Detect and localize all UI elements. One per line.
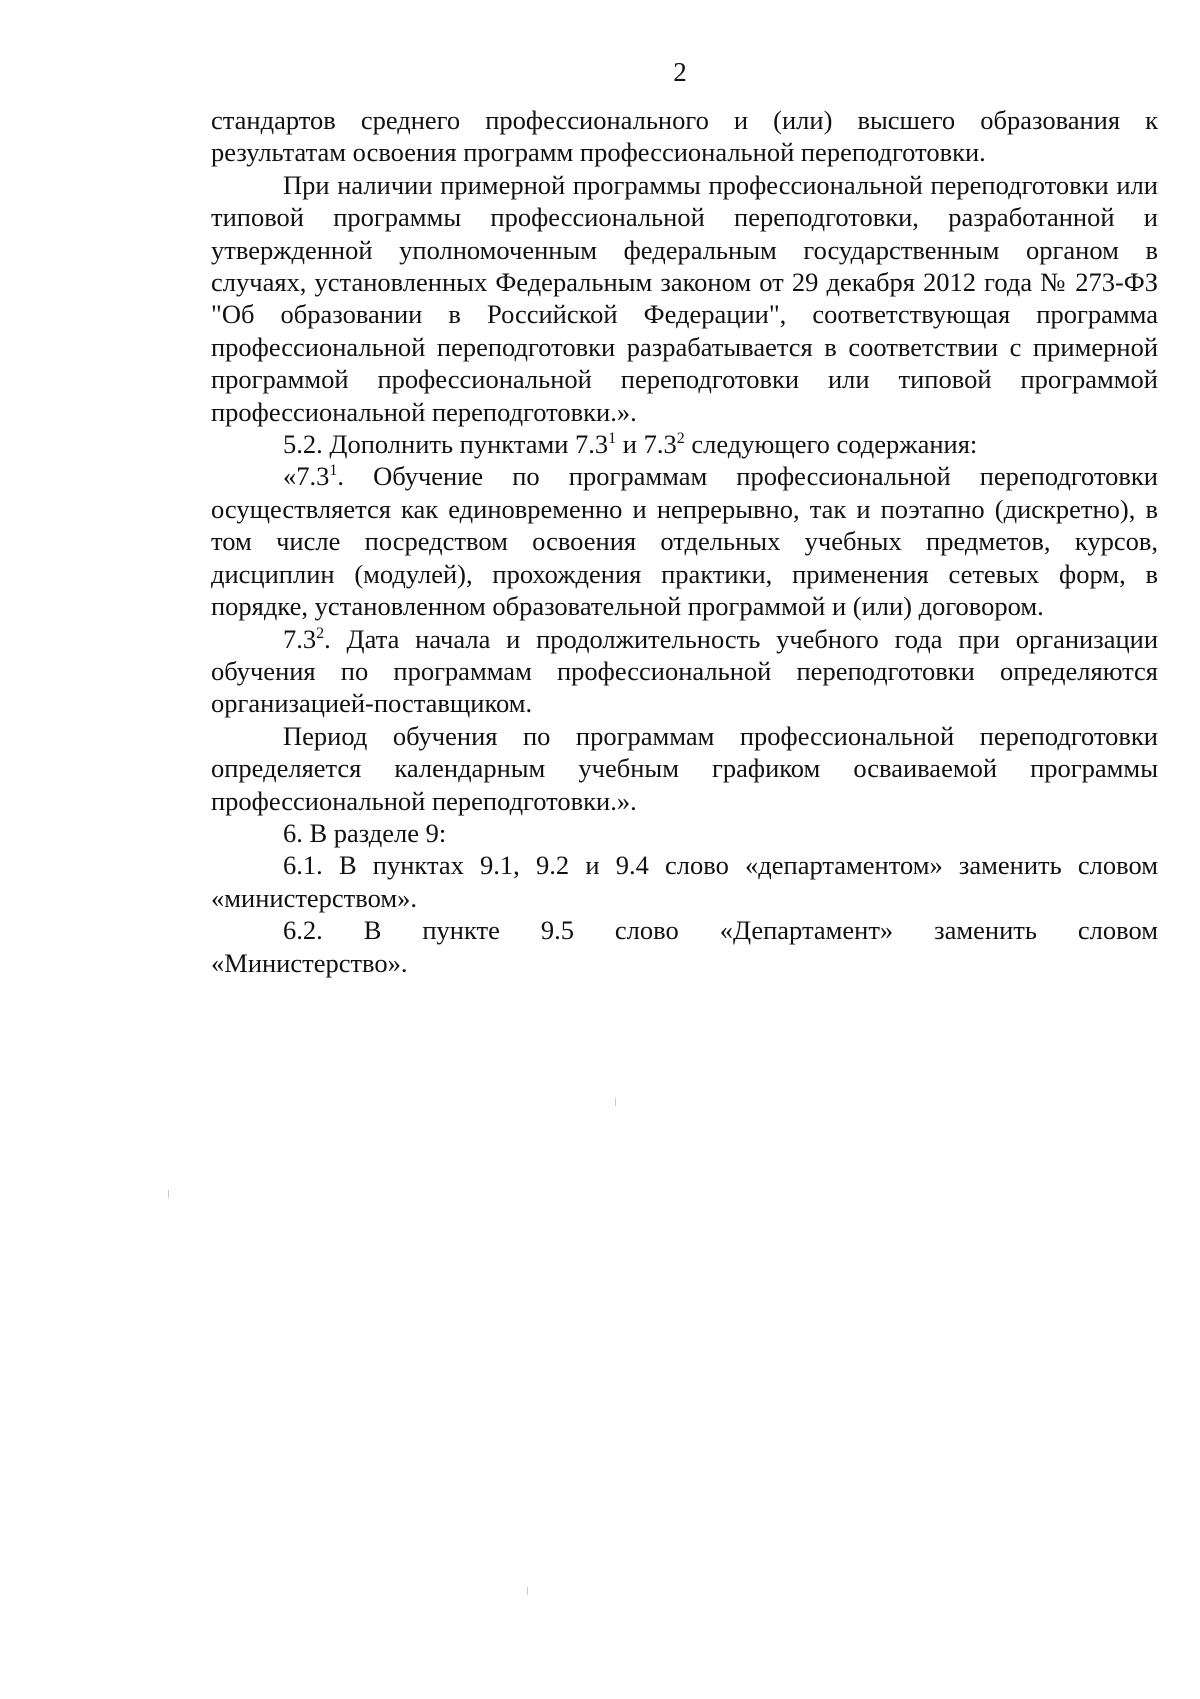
paragraph-item-6-2-line-1: 6.2. В пункте 9.5 слово «Департамент» заменить словом	[283, 915, 1158, 946]
paragraph-item-5-2	[211, 428, 1158, 460]
item-7-3-1-text-start: «7.3	[283, 461, 330, 492]
paragraph-item-7-3-2	[211, 623, 1158, 720]
item-7-3-1-sup: 1	[329, 462, 338, 480]
item-5-2-text-middle: и 7.3	[616, 429, 677, 460]
item-5-2-sup-1: 1	[608, 430, 617, 448]
paragraph-item-6-2-line-2: «Министерство».	[211, 947, 408, 978]
paragraph-sample-program: При наличии примерной программы профессиональной переподготовки или типовой программы профессиональной переподготовки, разработанной и утвержденной уполномоченным федеральным государственным органом в случаях, установленных Федеральным законом от 29 декабря 2012 года № 273-ФЗ "Об образовании в Российской Федерации", соответствующая программа профессиональной переподготовки разрабатывается в соответствии с примерной программой профессиональной переподготовки или типовой программой профессиональной переподготовки.».	[211, 169, 1158, 427]
scan-speck	[615, 1098, 616, 1106]
paragraph-section-9: 6. В разделе 9:	[283, 817, 447, 848]
item-7-3-2-text-end: . Дата начала и продолжительность учебного года при организации обучения по программам профессиональной переподготовки определяются организацией-поставщиком.	[211, 623, 1158, 719]
scan-speck	[168, 1190, 169, 1198]
item-7-3-1-text-end: . Обучение по программам профессиональной переподготовки осуществляется как единовременно и непрерывно, так и поэтапно (дискретно), в том числе посредством освоения отдельных учебных предметов, курсов, дисциплин (модулей), прохождения практики, применения сетевых форм, в порядке, установленном образовательной программой и (или) договором.	[211, 461, 1158, 622]
page-number: 2	[673, 57, 687, 87]
paragraph-item-6-1: 6.1. В пунктах 9.1, 9.2 и 9.4 слово «департаментом» заменить словом «министерством».	[211, 850, 1158, 913]
item-5-2-text-end: следующего содержания:	[684, 429, 978, 460]
scan-speck	[527, 1587, 528, 1595]
item-5-2-text-start: 5.2. Дополнить пунктами 7.3	[283, 429, 609, 460]
item-7-3-2-sup: 2	[316, 624, 325, 642]
paragraph-item-7-3-1	[211, 460, 1158, 622]
item-5-2-sup-2: 2	[676, 430, 685, 448]
item-7-3-2-text-start: 7.3	[283, 623, 317, 654]
document-body	[211, 104, 1158, 979]
paragraph-standards: стандартов среднего профессионального и (или) высшего образования к результатам освоения программ профессиональной переподготовки.	[211, 105, 1158, 168]
paragraph-study-period: Период обучения по программам профессиональной переподготовки определяется календарным учебным графиком осваиваемой программы профессиональной переподготовки.».	[211, 720, 1158, 816]
